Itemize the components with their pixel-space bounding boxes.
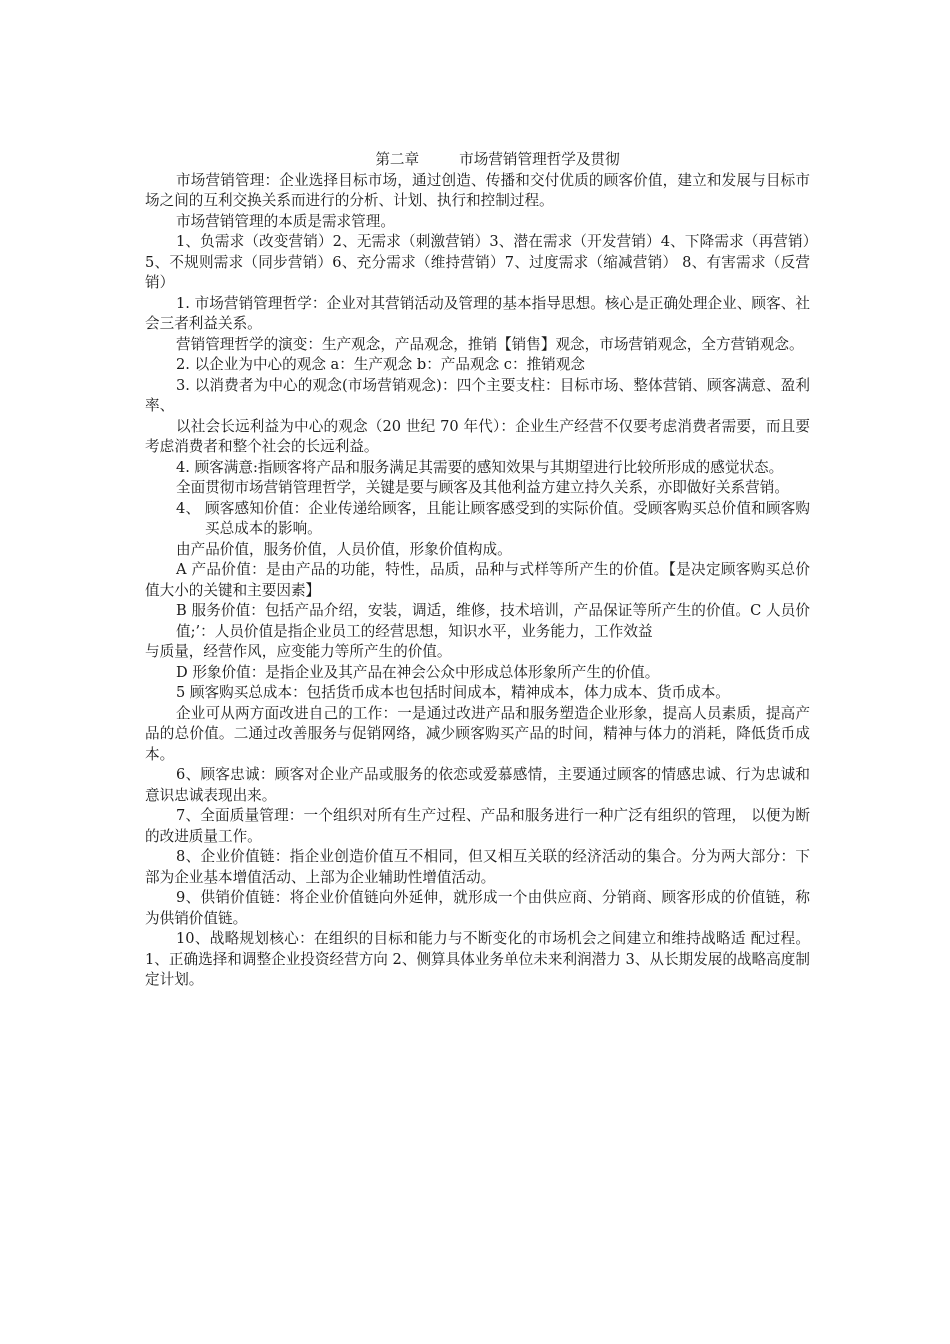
paragraph-enterprise-centered: 2. 以企业为中心的观念 a：生产观念 b：产品观念 c：推销观念 xyxy=(176,356,585,373)
paragraph-society-centered: 以社会长远利益为中心的观念（20 世纪 70 年代）：企业生产经营不仅要考虑消费者需要，而且要考虑消费者和整个社会的长远利益。 xyxy=(145,417,810,455)
paragraph-total-cost: 5 顾客购买总成本：包括货币成本也包括时间成本，精神成本，体力成本、货币成本。 xyxy=(176,684,730,701)
paragraph-value-chain: 8、企业价值链：指企业创造价值互不相同，但又相互关联的经济活动的集合。分为两大部分：下部为企业基本增值活动、上部为企业辅助性增值活动。 xyxy=(145,848,810,886)
paragraph-essence: 市场营销管理的本质是需求管理。 xyxy=(176,212,395,230)
paragraph-satisfaction: 4. 顾客满意:指顾客将产品和服务满足其需要的感知效果与其期望进行比较所形成的感觉状态。 xyxy=(176,458,784,476)
paragraph-perceived-value: 4、 顾客感知价值：企业传递给顾客，且能让顾客感受到的实际价值。受顾客购买总价值和顾客购买总成本的影响。 xyxy=(176,499,810,537)
document-body xyxy=(145,150,810,991)
paragraph-supply-chain: 9、供销价值链：将企业价值链向外延伸，就形成一个由供应商、分销商、顾客形成的价值链，称为供销价值链。 xyxy=(145,889,810,927)
paragraph-strategic-planning: 10、战略规划核心：在组织的目标和能力与不断变化的市场机会之间建立和维持战略适 配过程。 1、正确选择和调整企业投资经营方向 2、侧算具体业务单位未来利润潜力 3、从长期发展的战略高度制定计划。 xyxy=(145,930,810,988)
paragraph-value-components: 由产品价值，服务价值，人员价值，形象价值构成。 xyxy=(176,540,512,558)
paragraph-service-value: B 服务价值：包括产品介绍，安装，调适，维修，技术培训，产品保证等所产生的价值。C 人员价值;’：人员价值是指企业员工的经营思想，知识水平，业务能力，工作效益 xyxy=(176,602,810,640)
paragraph-product-value: A 产品价值：是由产品的功能，特性，品质，品种与式样等所产生的价值。【是决定顾客购买总价值大小的关键和主要因素】 xyxy=(145,561,810,599)
paragraph-relationship-marketing: 全面贯彻市场营销管理哲学，关键是要与顾客及其他利益方建立持久关系，亦即做好关系营销。 xyxy=(176,479,789,496)
paragraph-service-value-cont: 与质量，经营作风，应变能力等所产生的价值。 xyxy=(145,643,452,660)
chapter-title xyxy=(185,150,810,171)
chapter-heading: 市场营销管理哲学及贯彻 xyxy=(459,151,620,168)
paragraph-definition: 市场营销管理：企业选择目标市场，通过创造、传播和交付优质的顾客价值，建立和发展与目标市场之间的互利交换关系而进行的分析、计划、执行和控制过程。 xyxy=(145,171,810,209)
paragraph-image-value: D 形象价值：是指企业及其产品在神会公众中形成总体形象所产生的价值。 xyxy=(176,663,660,681)
paragraph-philosophy: 1. 市场营销管理哲学：企业对其营销活动及管理的基本指导思想。核心是正确处理企业、顾客、社会三者利益关系。 xyxy=(145,294,810,332)
paragraph-demand-types: 1、负需求（改变营销）2、无需求（刺激营销）3、潜在需求（开发营销）4、下降需求（再营销）5、不规则需求（同步营销）6、充分需求（维持营销）7、过度需求（缩减营销） 8、有害需求（反营销） xyxy=(145,233,810,291)
chapter-number: 第二章 xyxy=(375,151,420,168)
paragraph-tqm: 7、全面质量管理：一个组织对所有生产过程、产品和服务进行一种广泛有组织的管理， 以便为断的改进质量工作。 xyxy=(145,807,810,845)
paragraph-loyalty: 6、顾客忠诚：顾客对企业产品或服务的依恋或爱慕感情，主要通过顾客的情感忠诚、行为忠诚和意识忠诚表现出来。 xyxy=(145,766,810,804)
paragraph-improvement: 企业可从两方面改进自己的工作：一是通过改进产品和服务塑造企业形象，提高人员素质，提高产品的总价值。二通过改善服务与促销网络，减少顾客购买产品的时间，精神与体力的消耗，降低货币成本。 xyxy=(145,704,810,763)
paragraph-evolution: 营销管理哲学的演变：生产观念，产品观念，推销【销售】观念，市场营销观念，全方营销观念。 xyxy=(176,335,804,353)
paragraph-consumer-centered: 3. 以消费者为中心的观念(市场营销观念)：四个主要支柱：目标市场、整体营销、顾客满意、盈利率、 xyxy=(145,376,810,414)
